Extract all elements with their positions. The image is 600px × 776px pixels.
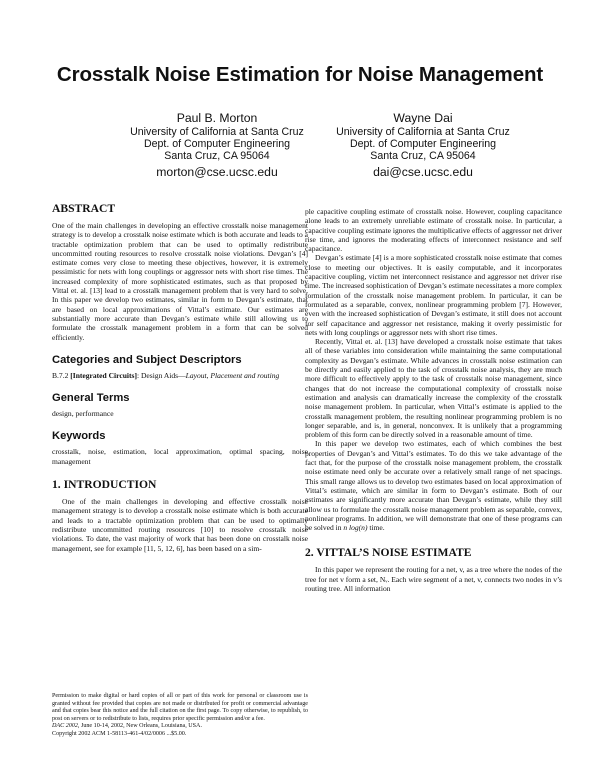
left-column bbox=[52, 202, 308, 553]
paragraph: In this paper we represent the routing for a net, v, as a tree where the nodes of the tree for net v form a set, Nᵥ. Each wire segment of a net, v, connects two nodes in v’s routing tree. All information bbox=[305, 565, 562, 593]
keywords-text: crosstalk, noise, estimation, local approximation, optimal spacing, noise management bbox=[52, 447, 308, 466]
author-email: morton@cse.ucsc.edu bbox=[156, 164, 278, 179]
category-desc: : Design Aids— bbox=[136, 370, 186, 380]
permission-notice bbox=[52, 693, 308, 739]
paragraph: Recently, Vittal et. al. [13] have developed a crosstalk noise estimate that takes all of these variables into consideration while maintaining the same computational complexity as Devgan’s estimate. While advances in crosstalk noise estimation can be directly and easily applied to the task of crosstalk noise analysis, they are much more difficult to effectively apply to the task of crosstalk noise management, since changes that do not increase the computational complexity of crosstalk noise estimation and analysis can dramatically increase the complexity of the crosstalk noise management problem. In particular, when Vittal’s estimate is applied to the crosstalk management problem, the resulting nonlinear programming problem is no longer separable, and is, in general, nonconvex. It is unlikely that a programming problem of this form can be directly solved in a reasonable amount of time. bbox=[305, 337, 562, 440]
author-city: Santa Cruz, CA 95064 bbox=[164, 150, 270, 163]
paragraph: Devgan’s estimate [4] is a more sophisticated crosstalk noise estimate that comes close to meeting our objectives. It is easily computable, and it incorporates capacitive coupling, victim net interconnect resistance and aggressor net driver rise time. The increased sophistication of Devgan’s estimate necessitates a more complex formulation of the crosstalk noise management problem. In particular, it can be formulated as a separable, convex, nonlinear programming problem [7]. However, even with the increased sophistication of Devgan’s estimate, it still does not account for self capacitance and aggressor net resistance, making it overly pessimistic for nets with long couplings or aggressor nets with short rise times. bbox=[305, 253, 562, 337]
categories-text bbox=[52, 371, 308, 380]
permission-text: Permission to make digital or hard copies of all or part of this work for personal or classroom use is granted without fee provided that copies are not made or distributed for profit or commercial advantage and that copies bear this notice and the full citation on the first page. To copy otherwise, to republish, to post on servers or to redistribute to lists, requires prior specific permission and/or a fee. bbox=[52, 693, 308, 722]
math-inline: n log(n) bbox=[343, 523, 368, 533]
intro-text: One of the main challenges in developing and effective crosstalk noise management strategy is to develop a crosstalk noise estimate which is both accurate and leads to a tractable optimization problem that can be used to optimally redistribute uncommitted routing resources [10] to resolve crosstalk noise violations. To date, the vast majority of work that has been done on crosstalk noise management, see for example [11, 5, 12, 6], has been based on a sim- bbox=[52, 497, 308, 553]
category-label: [Integrated Circuits] bbox=[70, 370, 137, 380]
text-run: time. bbox=[367, 523, 385, 533]
author-email: dai@cse.ucsc.edu bbox=[373, 164, 473, 179]
author-name: Wayne Dai bbox=[393, 111, 453, 125]
paragraph: ple capacitive coupling estimate of crosstalk noise. However, coupling capacitance alone leads to an extremely unreliable estimate of crosstalk noise. In particular, a capacitive coupling estimate ignores the multiplicative effects of aggressor net driver rise time, and ignores the moderating effects of interconnect resistance and self capacitance. bbox=[305, 207, 562, 254]
intro-heading: 1. INTRODUCTION bbox=[52, 478, 157, 492]
author-dept: Dept. of Computer Engineering bbox=[143, 138, 291, 151]
text-run: In this paper we develop two estimates, each of which combines the best properties of Devgan’s and Vittal’s estimates. To do this we take advantage of the fact that, for the purpose of the crosstalk noise management problem, the crosstalk noise estimate need only be accurate over a relatively small range of net spacings. This small range allows us to develop two estimates based on local approximation of Vittal’s estimate, which are similar in form to Devgan’s estimate. Both of our estimates are significantly more accurate than Devgan’s estimate, while they still allow us to formulate the crosstalk noise management problem as separable, convex, nonlinear programs. In addition, we will demonstrate that one of these programs can be solved in bbox=[305, 439, 562, 533]
keywords-heading: Keywords bbox=[52, 430, 106, 443]
author-name: Paul B. Morton bbox=[176, 111, 258, 125]
right-column bbox=[305, 207, 562, 593]
copyright: Copyright 2002 ACM 1-58113-461-4/02/0006 ...$5.00. bbox=[52, 730, 187, 737]
page-title: Crosstalk Noise Estimation for Noise Management bbox=[56, 63, 544, 86]
venue: DAC 2002 bbox=[52, 723, 78, 730]
general-terms-text: design, performance bbox=[52, 409, 114, 419]
category-code: B.7.2 bbox=[52, 370, 69, 380]
venue-details: , June 10-14, 2002, New Orleans, Louisiana, USA. bbox=[77, 723, 202, 730]
category-italic: Layout, Placement and routing bbox=[185, 370, 280, 380]
abstract-heading: ABSTRACT bbox=[52, 202, 116, 215]
author-affiliation: University of California at Santa Cruz bbox=[336, 126, 510, 138]
author-block bbox=[298, 111, 548, 180]
paragraph bbox=[305, 439, 562, 532]
categories-heading: Categories and Subject Descriptors bbox=[52, 353, 242, 366]
author-city: Santa Cruz, CA 95064 bbox=[370, 150, 476, 163]
author-affiliation: University of California at Santa Cruz bbox=[130, 126, 304, 138]
abstract-text: One of the main challenges in developing an effective crosstalk noise management strategy is to develop a crosstalk noise estimate which is both accurate and leads to a tractable optimization problem that can be used to optimally redistribute uncommitted routing resources to resolve crosstalk noise violations. Devgan’s [4] estimate comes very close to meeting these objectives, however, it is extremely pessimistic for nets with long couplings or aggressor nets with short rise times. The increased complexity of more sophisticated estimates, such as that proposed by Vittal et. al. [13] lead to a crosstalk management problem that is very hard to solve. In this paper we develop two estimates, similar in form to Devgan’s estimate, that are based on local approximations of Vittal’s estimate. Our estimates are substantially more accurate than Devgan’s estimate while still allowing us to formulate the crosstalk management problem in a form that can be solved efficiently. bbox=[52, 221, 308, 342]
general-terms-heading: General Terms bbox=[52, 392, 130, 405]
author-dept: Dept. of Computer Engineering bbox=[349, 138, 497, 151]
section-2-heading: 2. VITTAL’S NOISE ESTIMATE bbox=[305, 546, 472, 560]
